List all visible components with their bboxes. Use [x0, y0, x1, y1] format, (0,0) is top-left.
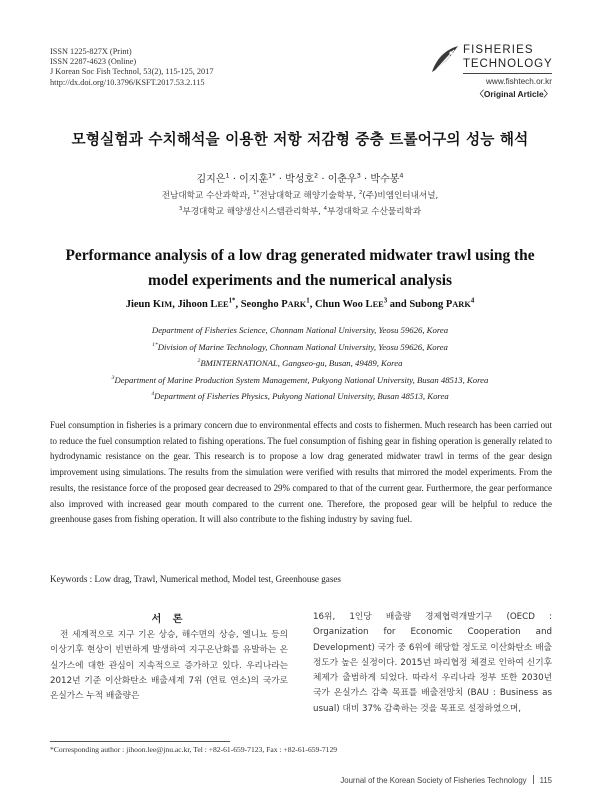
footer-separator — [533, 775, 534, 784]
korean-author: 김지은$^1$ — [196, 171, 230, 185]
journal-logo — [430, 44, 552, 100]
korean-title: 모형실험과 수치해석을 이용한 저항 저감형 중층 트롤어구의 성능 해석 — [71, 131, 529, 148]
english-author: Seongho PARK$^1$ — [240, 297, 310, 310]
english-author: Chun Woo LEE$^3$ — [314, 297, 388, 310]
issn-print: ISSN 1225-827X (Print) — [50, 47, 132, 56]
fish-logo-icon — [430, 44, 460, 74]
footer-journal-name: Journal of the Korean Society of Fisheries Technology — [340, 776, 527, 785]
english-affiliation: Department of Fisheries Science, Chonnam National University, Yeosu 59626, Korea — [151, 325, 449, 335]
section-heading-introduction: 서 론 — [151, 614, 187, 625]
korean-author: 박성호$^2$ — [285, 171, 319, 185]
english-title-line-1: Performance analysis of a low drag generated midwater trawl using the — [65, 247, 535, 264]
english-affiliation: $^{1*}$Division of Marine Technology, Chonnam National University, Yeosu 59626, Korea — [152, 342, 448, 352]
body-column-right: 16위, 1인당 배출량 경제협력개발기구 (OECD : Organization for Economic Cooperation and Development) 국가 중 6위에 해당할 정도로 이산화탄소 배출 정도가 높은 실정이다. 2015년 파리협정 체결로 인하여 신기후체제가 출범하게 되었다. 따라서 우리나라 정부 또한 2030년 국가 온실가스 감축 목표를 배출전망치 (BAU : Business as usual) 대비 37% 감축하는 것을 목표로 설정하였으며, — [313, 612, 552, 714]
issn-online: ISSN 2287-4623 (Online) — [50, 57, 137, 67]
english-title — [0, 243, 600, 293]
english-author: Jieun KIM — [125, 299, 173, 310]
abstract: Fuel consumption in fisheries is a primary concern due to environmental effects and costs to fishermen. Much research has been carried out to reduce the fuel consumption related to fishing operations. The fuel consumption of fishing gear in fishing operation is generally related to hydrodynamic resistance on the gear. This research is to propose a low drag generated midwater trawl in terms of the gear design improvement using simulations. The results from the simulation were verified with results that mirrored the model experiments. From the results, the resistance force of the proposed gear decreased to 29% compared to that of the current gear. Furthermore, the gear performance also improved with increased gear mouth compared to the current one. Therefore, the proposed gear will be helpful to reduce the greenhouse gases from fishing operation. It will also contribute to the fishing industry by saving fuel. — [50, 420, 552, 525]
logo-divider — [463, 73, 552, 74]
citation: J Korean Soc Fish Technol, 53(2), 115-125, 2017 — [50, 67, 214, 77]
page-number: 115 — [539, 776, 552, 785]
korean-affiliation-line-2: $^3$부경대학교 해양생산시스템관리학부, $^4$부경대학교 수산물리학과 — [178, 206, 422, 217]
korean-affiliation-line-1: 전남대학교 수산과학과, $^{1*}$전남대학교 해양기술학부, $^2$(주)비엠인터내셔널, — [161, 190, 439, 201]
english-author: Subong PARK$^4$ — [409, 297, 475, 310]
body-column-left: 전 세계적으로 지구 기온 상승, 해수면의 상승, 엘니뇨 등의 이상기후 현상이 빈번하게 발생하여 지구온난화를 유발하는 온실가스에 대한 관심이 지속적으로 증가하고 있다. 우리나라는 2012년 기준 이산화탄소 배출세계 7위 (연료 연소)의 국가로 온실가스 누적 배출량은 — [50, 630, 288, 702]
journal-header-meta — [50, 47, 214, 88]
english-affiliation: $^2$BMINTERNATIONAL, Gangseo-gu, Busan, 49489, Korea — [197, 358, 403, 368]
keywords: Keywords : Low drag, Trawl, Numerical method, Model test, Greenhouse gases — [50, 574, 341, 584]
article-type-tag: 〈Original Article〉 — [475, 89, 552, 99]
corresponding-author-footnote: *Corresponding author : jihoon.lee@jnu.ac.kr, Tel : +82-61-659-7123, Fax : +82-61-659-7129 — [50, 745, 338, 754]
footnote-divider — [50, 741, 230, 742]
english-authors: Jieun KIM, Jihoon $LEE^{1*}$, Seongho PARK$^1$, Chun Woo LEE$^3$ and Subong PARK$^4$ — [125, 297, 475, 310]
logo-word-fisheries: FISHERIES — [463, 44, 534, 56]
logo-word-technology: TECHNOLOGY — [463, 58, 553, 70]
english-title-line-2: model experiments and the numerical analysis — [148, 272, 452, 289]
page-footer — [340, 775, 552, 785]
korean-authors: 김지은$^1$ · 이지훈$^{1*}$ · 박성호$^2$ · 이춘우$^3$ · 박수봉$^4$ — [196, 171, 404, 185]
korean-author: 이춘우$^3$ — [327, 171, 361, 185]
english-affiliation: $^3$Department of Marine Production System Management, Pukyong National University, Busan 48513, Korea — [111, 375, 489, 385]
english-author: Jihoon $LEE^{1*}$ — [177, 297, 236, 310]
journal-url[interactable]: www.fishtech.or.kr — [486, 77, 552, 86]
doi-link[interactable]: http://dx.doi.org/10.3796/KSFT.2017.53.2.115 — [50, 77, 205, 87]
korean-author: 이지훈$^{1*}$ — [239, 171, 276, 185]
english-affiliation: $^4$Department of Fisheries Physics, Pukyong National University, Busan 48513, Korea — [151, 391, 449, 401]
korean-author: 박수봉$^4$ — [370, 171, 404, 185]
